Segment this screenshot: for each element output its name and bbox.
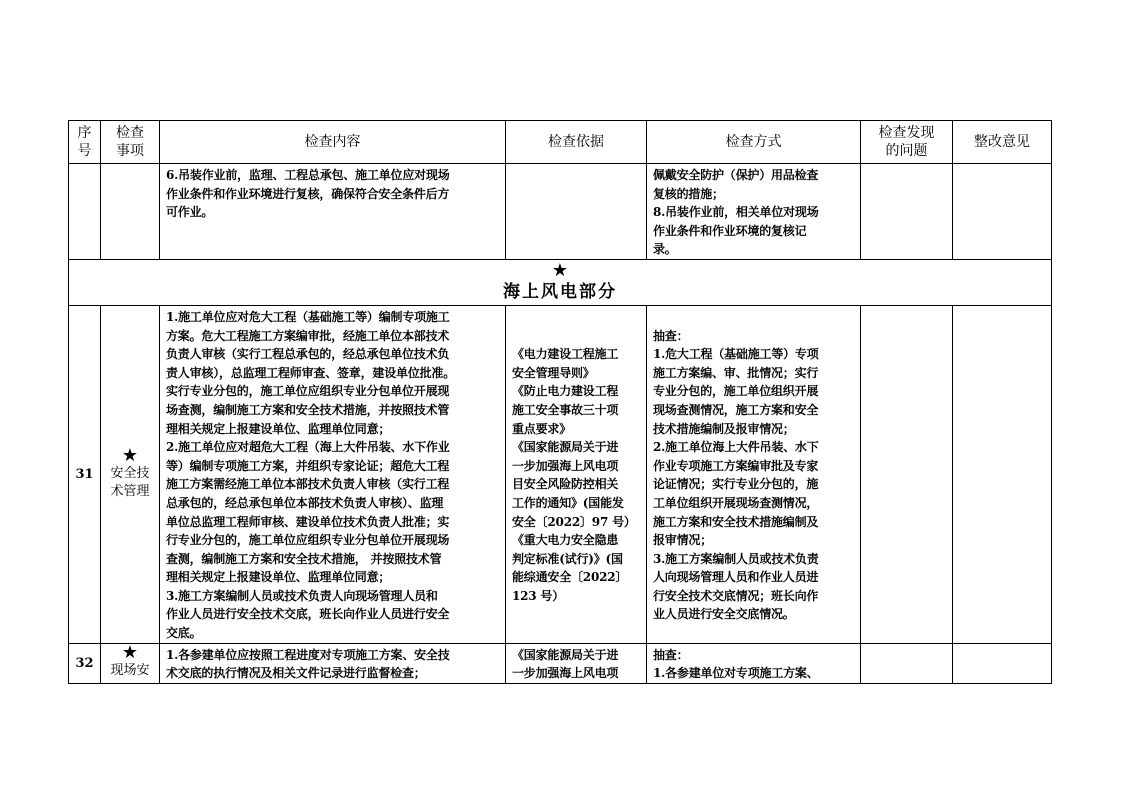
inspection-method: 抽查： 1.危大工程（基础施工等）专项 施工方案编、审、批情况；实行 专业分包的，施工单位组织开展 现场查测情况，施工方案和安全 技术措施编制及报审情况； 2.施工单位海上大件吊装、水下 作业专项施工方案编审批及专家 论证情况；实行专业分包的，施 工单位组织开展现场查测情况， 施工方案和安全技术措施编制及 报审情况； 3.施工方案编制人员或技术负责 人向现场管理人员和作业人员进 行安全技术交底情况；班长向作 业人员进行安全交底情况。	[647, 305, 861, 643]
cell-seq	[69, 164, 101, 260]
star-icon: ★	[121, 643, 139, 663]
inspection-method: 抽查： 1.各参建单位对专项施工方案、	[647, 643, 861, 683]
section-title: 海上风电部分	[503, 282, 617, 303]
inspection-table	[68, 120, 1052, 684]
table-row-continued	[69, 164, 1052, 260]
header-method: 检查方式	[647, 121, 861, 164]
header-content: 检查内容	[160, 121, 506, 164]
found-problems	[861, 305, 953, 643]
star-icon: ★	[121, 445, 139, 467]
inspection-basis: 《国家能源局关于进 一步加强海上风电项	[506, 643, 647, 683]
found-problems	[861, 643, 953, 683]
section-row	[69, 259, 1052, 305]
inspection-item: ★ 现场安	[101, 643, 160, 683]
table-row	[69, 643, 1052, 683]
header-basis: 检查依据	[506, 121, 647, 164]
inspection-content: 1.各参建单位应按照工程进度对专项施工方案、安全技 术交底的执行情况及相关文件记录进行监督检查；	[160, 643, 506, 683]
header-problem: 检查发现 的问题	[861, 121, 953, 164]
header-suggestion: 整改意见	[953, 121, 1052, 164]
header-row	[69, 121, 1052, 164]
cell-basis	[506, 164, 647, 260]
cell-item	[101, 164, 160, 260]
row-number: 31	[69, 305, 101, 643]
table-row	[69, 305, 1052, 643]
section-header	[69, 259, 1052, 305]
star-icon: ★	[551, 260, 569, 282]
inspection-item: ★ 安全技 术管理	[101, 305, 160, 643]
inspection-content: 1.施工单位应对危大工程（基础施工等）编制专项施工 方案。危大工程施工方案编审批，经施工单位本部技术 负责人审核（实行工程总承包的，经总承包单位技术负 责人审核），总监理工程师审查、签章，建设单位批准。 实行专业分包的，施工单位应组织专业分包单位开展现 场查测，编制施工方案和安全技术措施，并按照技术管 理相关规定上报建设单位、监理单位同意； 2.施工单位应对超危大工程（海上大件吊装、水下作业 等）编制专项施工方案，并组织专家论证；超危大工程 施工方案需经施工单位本部技术负责人审核（实行工程 总承包的，经总承包单位本部技术负责人审核）、监理 单位总监理工程师审核、建设单位技术负责人批准；实 行专业分包的，施工单位应组织专业分包单位开展现场 查测，编制施工方案和安全技术措施， 并按照技术管 理相关规定上报建设单位、监理单位同意； 3.施工方案编制人员或技术负责人向现场管理人员和 作业人员进行安全技术交底，班长向作业人员进行安全 交底。	[160, 305, 506, 643]
rectification-suggestion	[953, 643, 1052, 683]
header-item: 检查 事项	[101, 121, 160, 164]
cell-problem	[861, 164, 953, 260]
cell-suggestion	[953, 164, 1052, 260]
inspection-table-page	[68, 120, 1052, 684]
header-seq: 序 号	[69, 121, 101, 164]
row-number: 32	[69, 643, 101, 683]
inspection-basis: 《电力建设工程施工 安全管理导则》 《防止电力建设工程 施工安全事故三十项 重点要求》 《国家能源局关于进 一步加强海上风电项 目安全风险防控相关 工作的通知》(国能发 安全〔2022〕97 号） 《重大电力安全隐患 判定标准(试行)》(国 能综通安全〔2022〕 123 号）	[506, 305, 647, 643]
rectification-suggestion	[953, 305, 1052, 643]
cell-method: 佩戴安全防护（保护）用品检查 复核的措施； 8.吊装作业前，相关单位对现场 作业条件和作业环境的复核记 录。	[647, 164, 861, 260]
cell-content: 6.吊装作业前，监理、工程总承包、施工单位应对现场 作业条件和作业环境进行复核，确保符合安全条件后方 可作业。	[160, 164, 506, 260]
